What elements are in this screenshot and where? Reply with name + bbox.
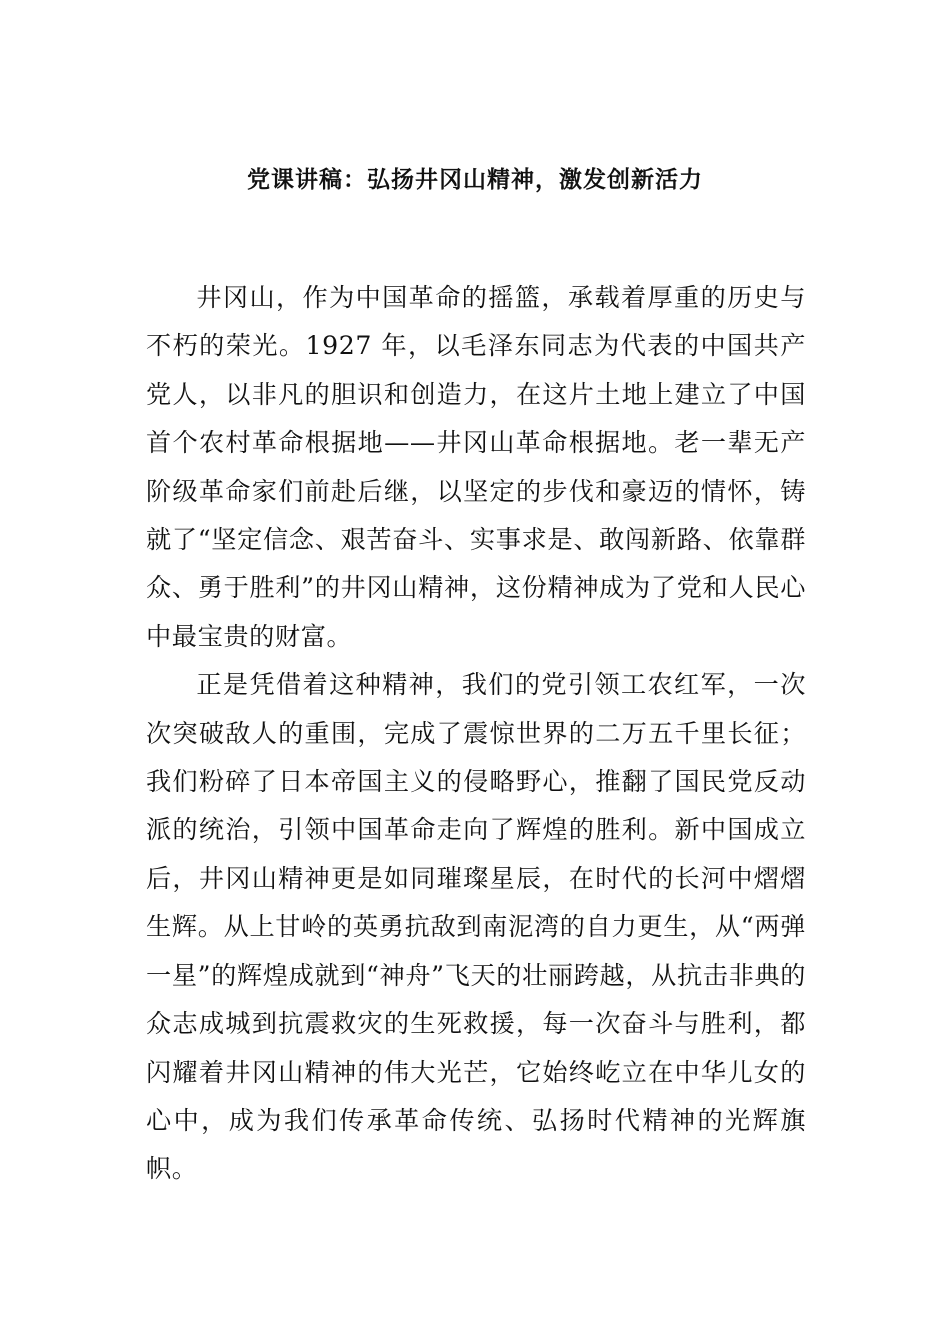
document-title: 党课讲稿：弘扬井冈山精神，激发创新活力 [247,167,703,193]
document-body [146,274,806,1194]
paragraph-2: 正是凭借着这种精神，我们的党引领工农红军，一次次突破敌人的重围，完成了震惊世界的二万五千里长征；我们粉碎了日本帝国主义的侵略野心，推翻了国民党反动派的统治，引领中国革命走向了辉煌的胜利。新中国成立后，井冈山精神更是如同璀璨星辰，在时代的长河中熠熠生辉。从上甘岭的英勇抗敌到南泥湾的自力更生，从“两弹一星”的辉煌成就到“神舟”飞天的壮丽跨越，从抗击非典的众志成城到抗震救灾的生死救援，每一次奋斗与胜利，都闪耀着井冈山精神的伟大光芒，它始终屹立在中华儿女的心中，成为我们传承革命传统、弘扬时代精神的光辉旗帜。 [146,670,806,1184]
paragraph-1: 井冈山，作为中国革命的摇篮，承载着厚重的历史与不朽的荣光。1927 年，以毛泽东同志为代表的中国共产党人，以非凡的胆识和创造力，在这片土地上建立了中国首个农村革命根据地——井冈山革命根据地。老一辈无产阶级革命家们前赴后继，以坚定的步伐和豪迈的情怀，铸就了“坚定信念、艰苦奋斗、实事求是、敢闯新路、依靠群众、勇于胜利”的井冈山精神，这份精神成为了党和人民心中最宝贵的财富。 [146,283,806,651]
